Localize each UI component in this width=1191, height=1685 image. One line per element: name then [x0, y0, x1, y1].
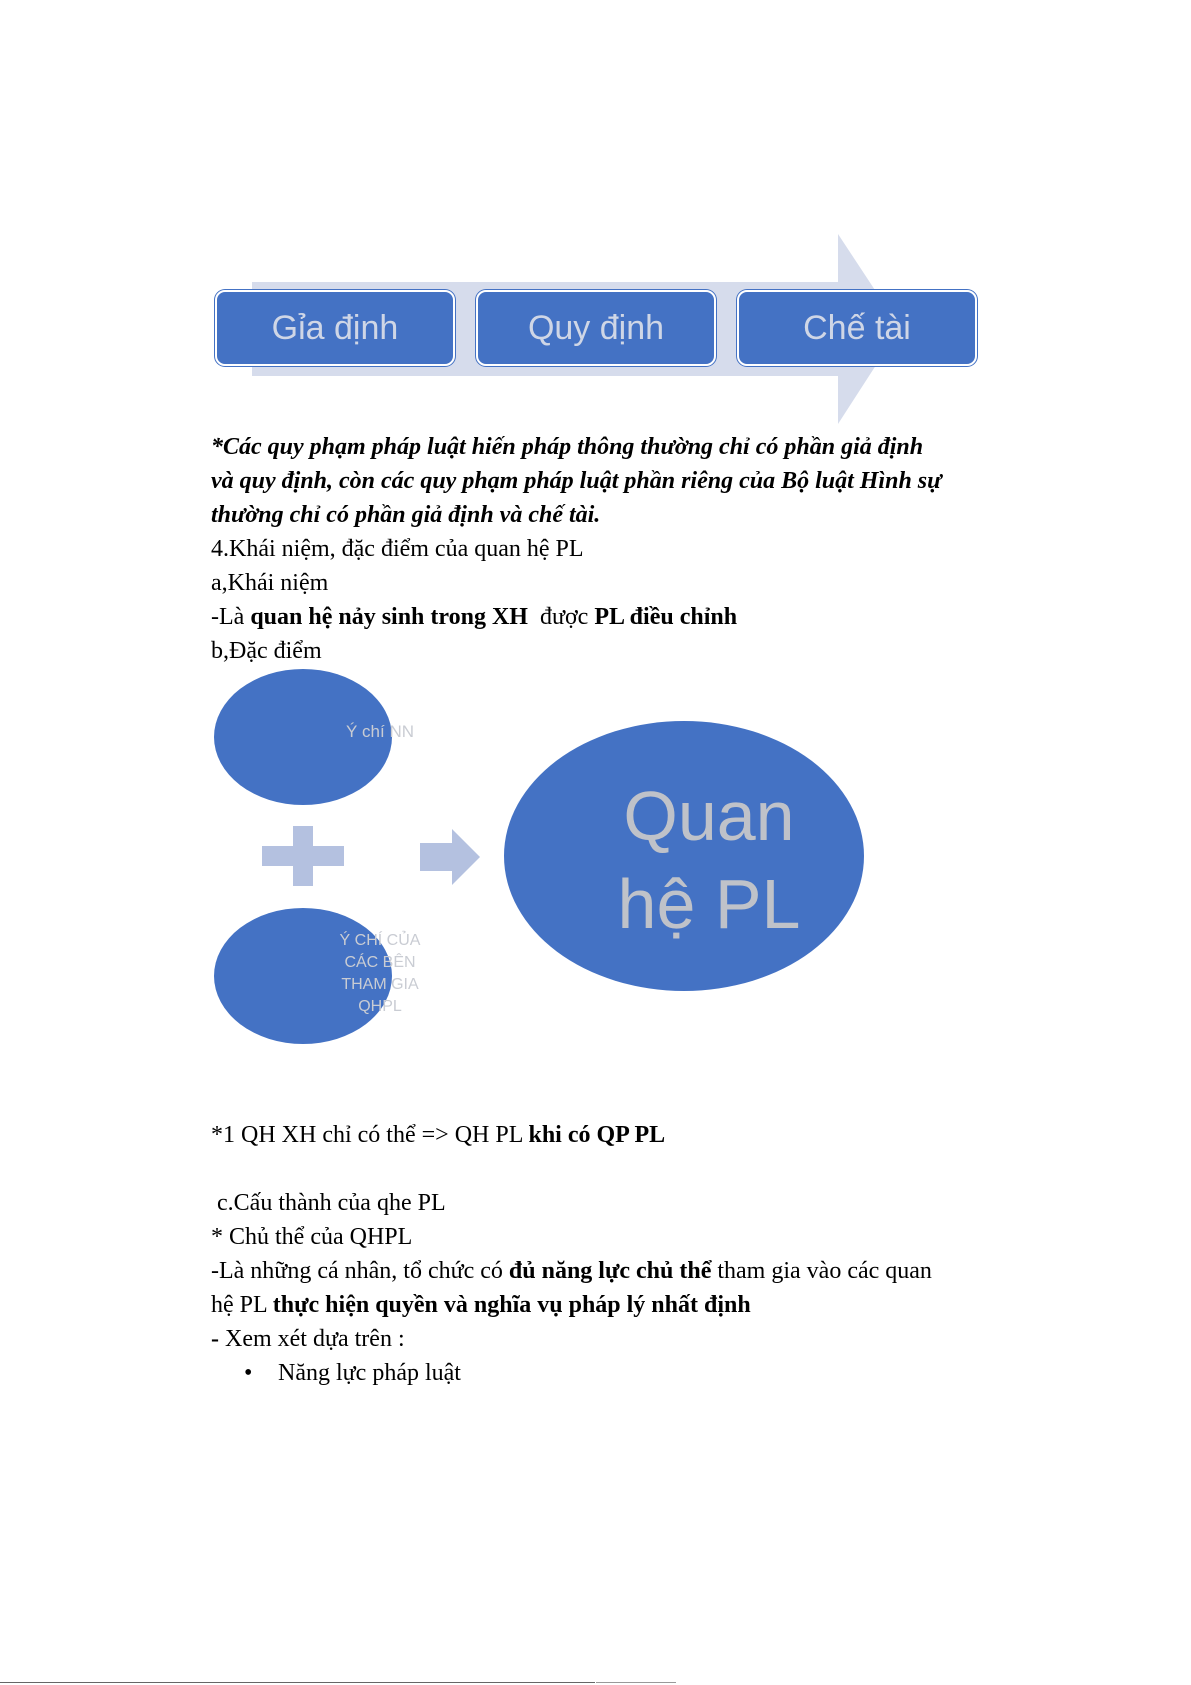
definition-line [211, 600, 737, 634]
subject-heading: * Chủ thể của QHPL [211, 1224, 413, 1250]
ellipse-bottom-line-1: Ý CHÍ CỦA [339, 932, 421, 949]
ellipse-bottom-line-4: QHPL [358, 998, 402, 1015]
note-line-3: thường chỉ có phần giả định và chế tài. [211, 502, 601, 528]
bullet-text: Năng lực pháp luật [278, 1360, 461, 1386]
consider-line [211, 1322, 405, 1356]
consider-dash: - [211, 1326, 219, 1352]
page-bottom-rule-segment [596, 1682, 676, 1683]
subject-def-bold: đủ năng lực chủ thể [508, 1258, 712, 1284]
subject-def-l2-prefix: hệ PL [211, 1292, 273, 1318]
box-che-tai: Chế tài [737, 290, 977, 366]
bullet-icon: • [244, 1360, 253, 1386]
note-qh-prefix: *1 QH XH chỉ có thể => QH PL [211, 1122, 529, 1148]
definition-bold-2: PL điều chỉnh [594, 604, 738, 630]
definition-mid: được [527, 604, 595, 630]
subject-def-prefix: -Là những cá nhân, tổ chức có [211, 1258, 509, 1284]
box-gia-dinh: Gỉa định [215, 290, 455, 366]
page-bottom-rule [0, 1682, 595, 1683]
note-line-1: *Các quy phạm pháp luật hiến pháp thông thường chỉ có phần giả định [211, 434, 924, 460]
box-quy-dinh: Quy định [476, 290, 716, 366]
subheading-c: c.Cấu thành của qhe PL [211, 1190, 446, 1216]
heading-4: 4.Khái niệm, đặc điểm của quan hệ PL [211, 536, 584, 562]
right-arrow-icon [420, 829, 480, 885]
subheading-a: a,Khái niệm [211, 570, 329, 596]
subject-definition-line-2 [211, 1288, 751, 1322]
consider-text: Xem xét dựa trên : [219, 1326, 405, 1352]
ellipse-bottom-line-2: CÁC BÊN [344, 954, 416, 971]
ellipse-bottom-label [310, 930, 450, 1018]
ellipse-bottom-line-3: THAM GIA [341, 976, 419, 993]
plus-icon [262, 826, 344, 886]
subheading-b: b,Đặc điểm [211, 638, 322, 664]
definition-bold-1: quan hệ nảy sinh trong XH [250, 604, 528, 630]
note-qh-line [211, 1118, 665, 1152]
note-qh-bold: khi có QP PL [528, 1122, 666, 1148]
result-label [584, 772, 834, 948]
result-line-1: Quan [623, 777, 795, 855]
subject-definition-line-1 [211, 1254, 932, 1288]
subject-def-suffix: tham gia vào các quan [711, 1258, 932, 1284]
definition-prefix: -Là [211, 604, 251, 630]
bullet-item [244, 1356, 461, 1390]
result-line-2: hệ PL [617, 865, 801, 943]
ellipse-top-label: Ý chí NN [345, 722, 415, 741]
subject-def-l2-bold: thực hiện quyền và nghĩa vụ pháp lý nhất định [272, 1292, 751, 1318]
note-line-2: và quy định, còn các quy phạm pháp luật phần riêng của Bộ luật Hình sự [211, 468, 942, 494]
